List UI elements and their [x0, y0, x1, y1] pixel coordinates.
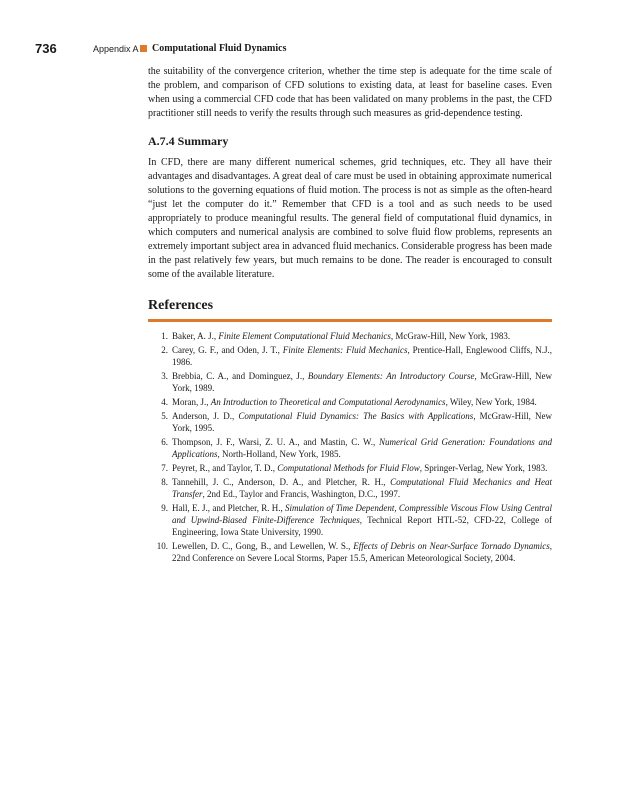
reference-item: [148, 344, 552, 368]
reference-text: [172, 476, 552, 500]
running-header: [35, 41, 595, 57]
reference-number: 4.: [161, 397, 168, 407]
reference-title: Effects of Debris on Near-Surface Tornado Dynamics: [353, 541, 550, 551]
references-rule: [148, 319, 552, 322]
reference-item: [148, 330, 552, 342]
reference-title: Computational Fluid Dynamics: The Basics with Applications: [238, 411, 474, 421]
reference-item: [148, 540, 552, 564]
reference-authors: Peyret, R., and Taylor, T. D.,: [172, 463, 278, 473]
reference-number: 9.: [161, 503, 168, 513]
reference-number: 7.: [161, 463, 168, 473]
intro-paragraph: the suitability of the convergence criterion, whether the time step is adequate for the time scale of the problem, and comparison of CFD solutions to existing data, at least for baseline cases. Even when using a commercial CFD code that has been validated on many problems in the past, the CFD practitioner still needs to verify the results through such measures as grid-dependence testing.: [148, 66, 552, 119]
reference-title: An Introduction to Theoretical and Computational Aerodynamics: [210, 397, 446, 407]
reference-authors: Thompson, J. F., Warsi, Z. U. A., and Mastin, C. W.,: [172, 437, 379, 447]
reference-number: 2.: [161, 345, 168, 355]
reference-text: [172, 540, 552, 564]
reference-title: Boundary Elements: An Introductory Course: [307, 371, 475, 381]
reference-item: [148, 410, 552, 434]
chapter-title: Computational Fluid Dynamics: [152, 43, 287, 54]
reference-title: Simulation of Time Dependent, Compressible Viscous Flow Using Central and Upwind-Biased Finite-Difference Techniques: [172, 503, 552, 525]
reference-item: [148, 370, 552, 394]
reference-number: 1.: [161, 331, 168, 341]
reference-text: [172, 462, 552, 474]
reference-text: [172, 436, 552, 460]
reference-details: , North-Holland, New York, 1985.: [217, 449, 341, 459]
reference-authors: Moran, J.,: [172, 397, 211, 407]
reference-text: [172, 410, 552, 434]
reference-text: [172, 502, 552, 538]
reference-item: [148, 462, 552, 474]
reference-details: , Springer-Verlag, New York, 1983.: [419, 463, 548, 473]
reference-item: [148, 396, 552, 408]
reference-number: 3.: [161, 371, 168, 381]
reference-item: [148, 502, 552, 538]
reference-details: , Technical Report HTL-52, CFD-22, College of Engineering, Iowa State University, 1990.: [172, 515, 552, 537]
reference-details: , McGraw-Hill, New York, 1995.: [172, 411, 553, 433]
reference-details: , McGraw-Hill, New York, 1983.: [390, 331, 511, 341]
header-square-icon: [140, 45, 147, 52]
reference-title: Finite Element Computational Fluid Mechanics: [218, 331, 391, 341]
reference-title: Finite Elements: Fluid Mechanics: [282, 345, 408, 355]
reference-authors: Lewellen, D. C., Gong, B., and Lewellen, W. S.,: [172, 541, 354, 551]
reference-details: , 2nd Ed., Taylor and Francis, Washington, D.C., 1997.: [202, 489, 401, 499]
reference-number: 6.: [161, 437, 168, 447]
reference-authors: Anderson, J. D.,: [172, 411, 239, 421]
reference-authors: Hall, E. J., and Pletcher, R. H.,: [172, 503, 286, 513]
reference-authors: Tannehill, J. C., Anderson, D. A., and Pletcher, R. H.,: [172, 477, 391, 487]
reference-text: [172, 370, 552, 394]
reference-authors: Carey, G. F., and Oden, J. T.,: [172, 345, 283, 355]
appendix-label: Appendix A: [93, 44, 139, 54]
reference-text: [172, 344, 552, 368]
reference-title: Numerical Grid Generation: Foundations and Applications: [172, 437, 552, 459]
reference-item: [148, 436, 552, 460]
reference-details: , McGraw-Hill, New York, 1989.: [172, 371, 552, 393]
page-number: 736: [35, 41, 57, 56]
reference-title: Computational Methods for Fluid Flow: [277, 463, 420, 473]
reference-title: Computational Fluid Mechanics and Heat Transfer: [172, 477, 552, 499]
reference-list: [148, 330, 552, 564]
reference-number: 10.: [156, 541, 168, 551]
reference-details: , Wiley, New York, 1984.: [445, 397, 537, 407]
section-heading: A.7.4 Summary: [148, 134, 229, 148]
reference-authors: Brebbia, C. A., and Dominguez, J.,: [172, 371, 308, 381]
reference-text: [172, 330, 552, 342]
reference-details: , 22nd Conference on Severe Local Storms, Paper 15.5, American Meteorological Society, 2004.: [172, 541, 552, 563]
reference-item: [148, 476, 552, 500]
references-heading: References: [148, 298, 214, 313]
summary-paragraph: In CFD, there are many different numerical schemes, grid techniques, etc. They all have their advantages and disadvantages. A great deal of care must be used in obtaining approximate numerical solutions to the governing equations of fluid motion. The process is not as simple as the often-heard “just let the computer do it.” Remember that CFD is a tool and as such needs to be used appropriately to produce meaningful results. The general field of computational fluid dynamics, in which computers and numerical analysis are combined to solve fluid flow problems, represents an extremely important subject area in advanced fluid mechanics. Considerable progress has been made in the past relatively few years, but much remains to be done. The reader is encouraged to consult some of the available literature.: [148, 157, 552, 280]
reference-details: , Prentice-Hall, Englewood Cliffs, N.J., 1986.: [172, 345, 552, 367]
reference-number: 5.: [161, 411, 168, 421]
reference-authors: Baker, A. J.,: [172, 331, 219, 341]
reference-number: 8.: [161, 477, 168, 487]
page-content: [148, 65, 552, 566]
reference-text: [172, 396, 552, 408]
